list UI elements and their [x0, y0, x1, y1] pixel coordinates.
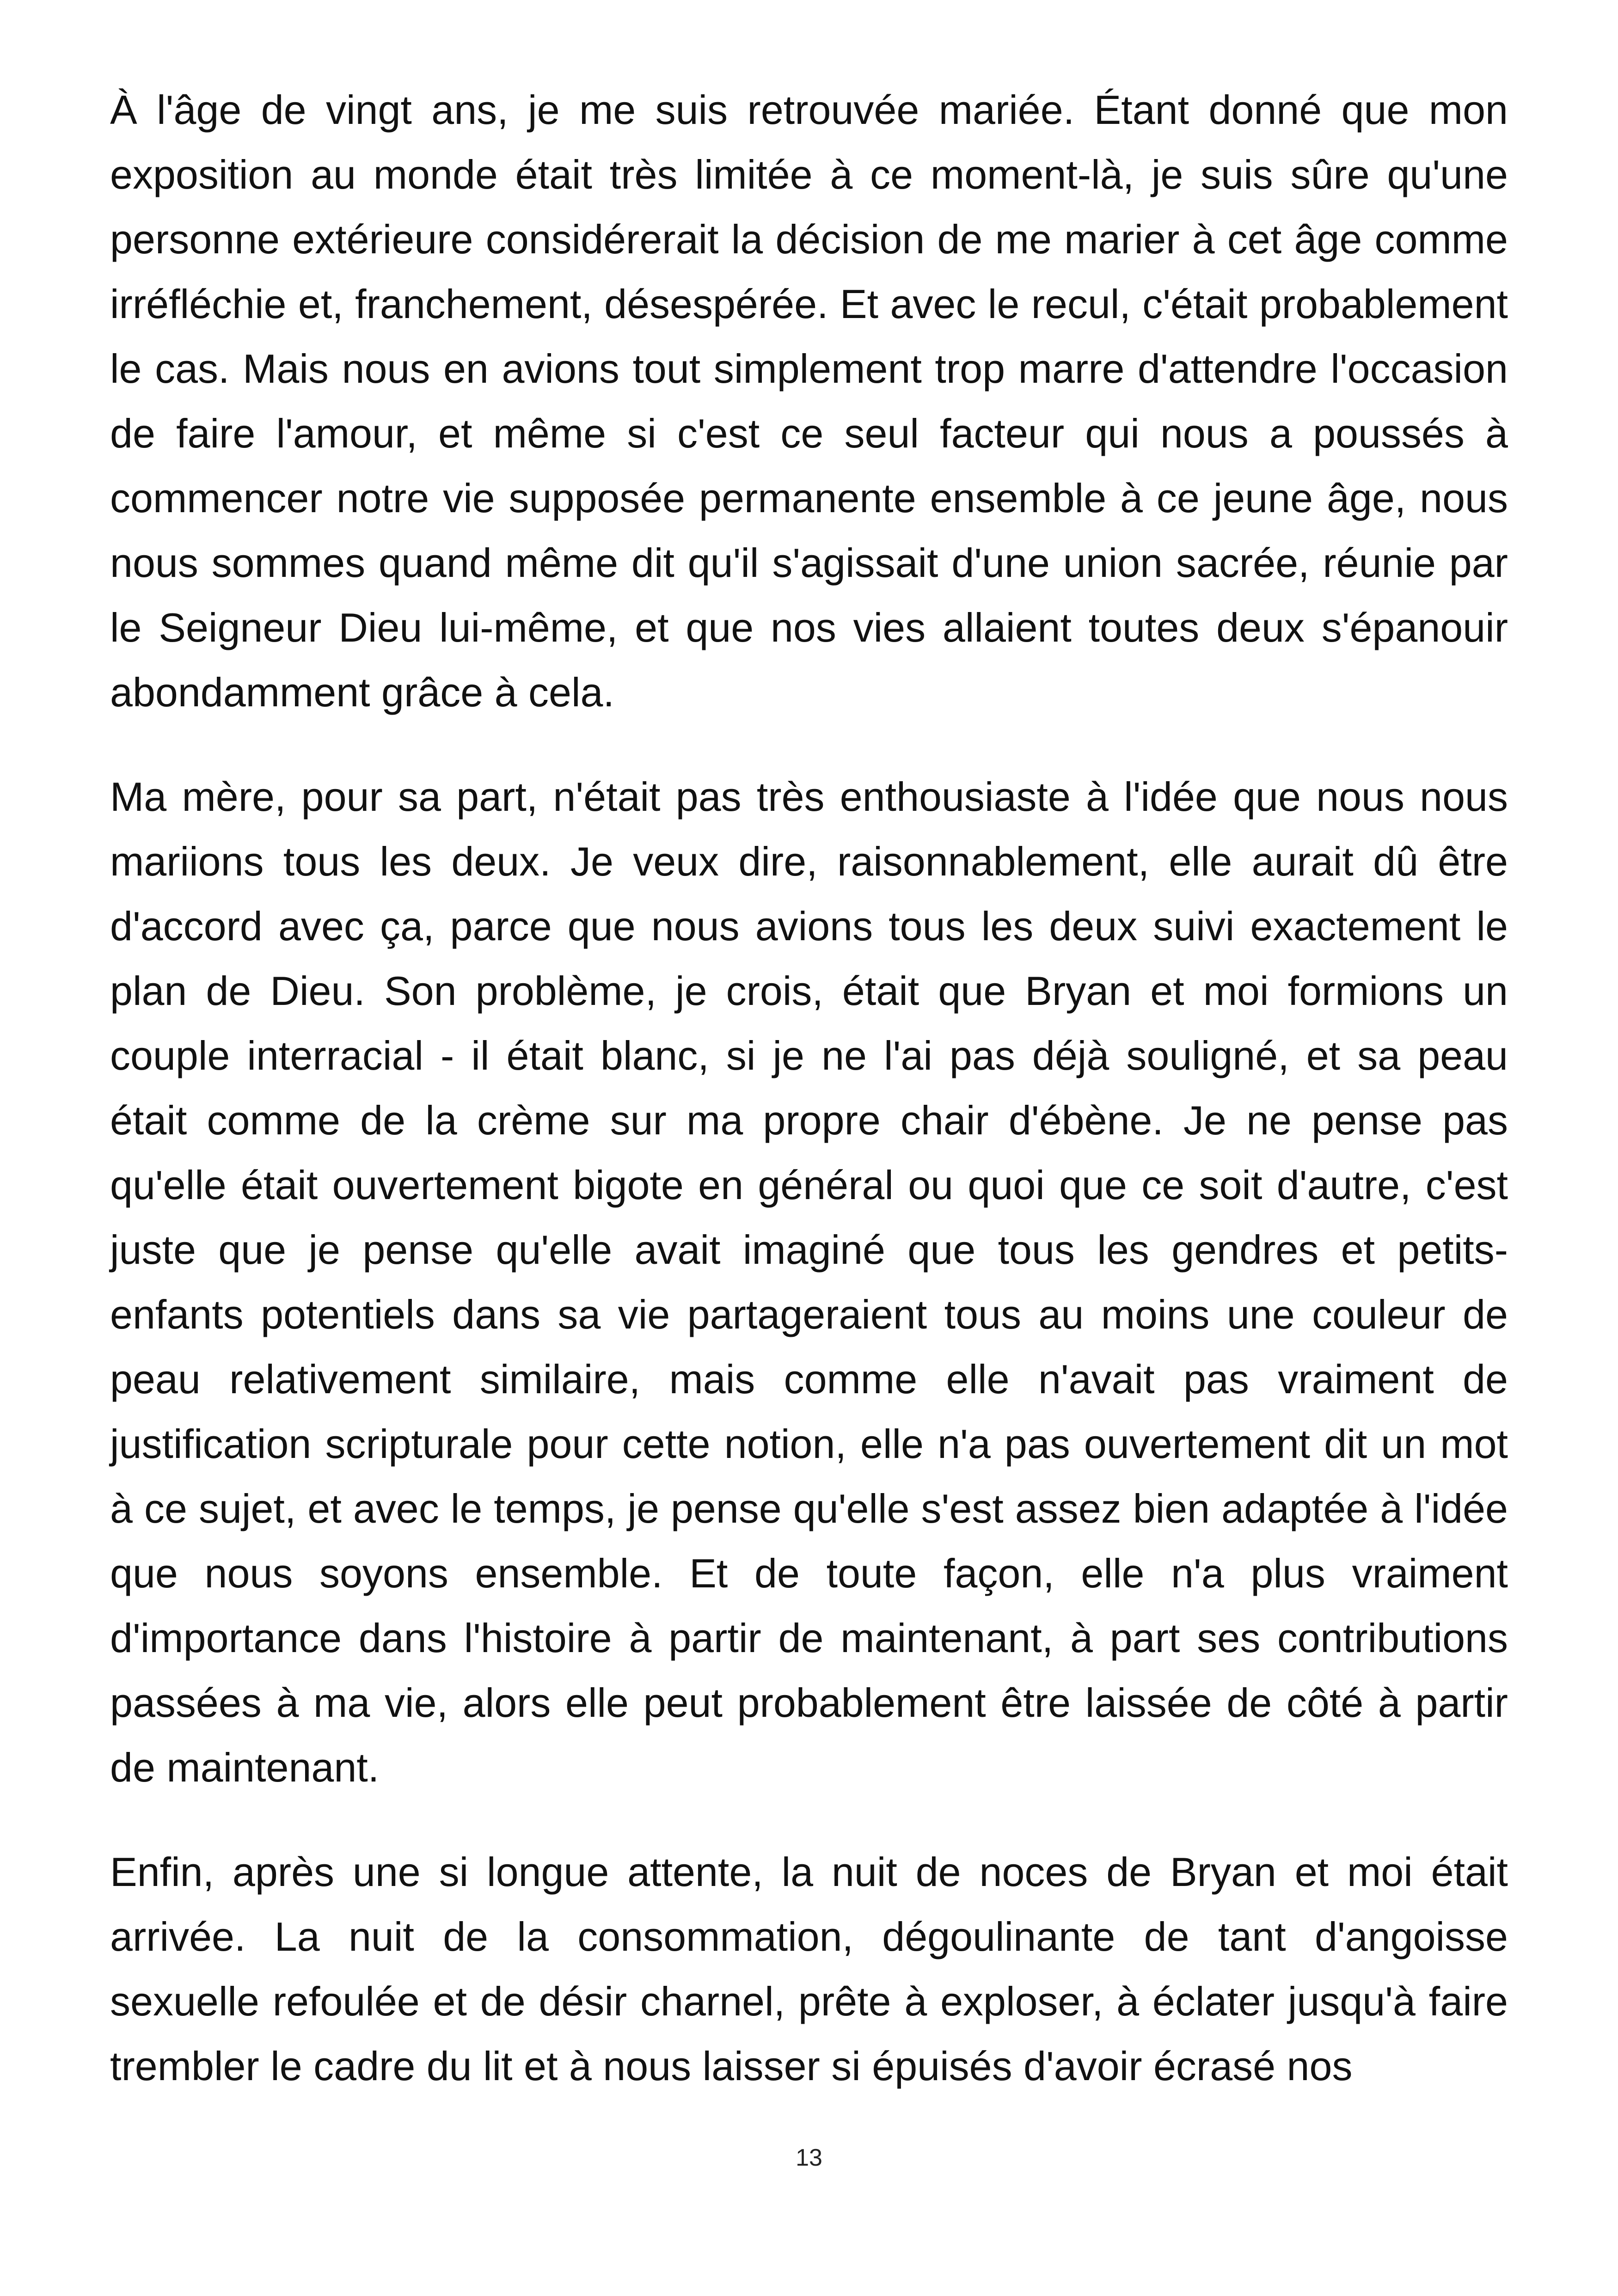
paragraph-2: Ma mère, pour sa part, n'était pas très enthousiaste à l'idée que nous nous mariions tous les deux. Je veux dire, raisonnablement, elle aurait dû être d'accord avec ça, parce que nous avions tous les deux suivi exactement le plan de Dieu. Son problème, je crois, était que Bryan et moi formions un couple interracial - il était blanc, si je ne l'ai pas déjà souligné, et sa peau était comme de la crème sur ma propre chair d'ébène. Je ne pense pas qu'elle était ouvertement bigote en général ou quoi que ce soit d'autre, c'est juste que je pense qu'elle avait imaginé que tous les gendres et petits-enfants potentiels dans sa vie partageraient tous au moins une couleur de peau relativement similaire, mais comme elle n'avait pas vraiment de justification scripturale pour cette notion, elle n'a pas ouvertement dit un mot à ce sujet, et avec le temps, je pense qu'elle s'est assez bien adaptée à l'idée que nous soyons ensemble. Et de toute façon, elle n'a plus vraiment d'importance dans l'histoire à partir de maintenant, à part ses contributions passées à ma vie, alors elle peut probablement être laissée de côté à partir de maintenant. — [110, 774, 1508, 1790]
paragraph-3: Enfin, après une si longue attente, la nuit de noces de Bryan et moi était arrivée. La nuit de la consommation, dégoulinante de tant d'angoisse sexuelle refoulée et de désir charnel, prête à exploser, à éclater jusqu'à faire trembler le cadre du lit et à nous laisser si épuisés d'avoir écrasé nos — [110, 1849, 1508, 2089]
body-text — [110, 78, 1508, 2099]
page-number: 13 — [796, 2144, 822, 2171]
paragraph-1: À l'âge de vingt ans, je me suis retrouvée mariée. Étant donné que mon exposition au monde était très limitée à ce moment-là, je suis sûre qu'une personne extérieure considérerait la décision de me marier à cet âge comme irréfléchie et, franchement, désespérée. Et avec le recul, c'était probablement le cas. Mais nous en avions tout simplement trop marre d'attendre l'occasion de faire l'amour, et même si c'est ce seul facteur qui nous a poussés à commencer notre vie supposée permanente ensemble à ce jeune âge, nous nous sommes quand même dit qu'il s'agissait d'une union sacrée, réunie par le Seigneur Dieu lui-même, et que nos vies allaient toutes deux s'épanouir abondamment grâce à cela. — [110, 87, 1508, 715]
